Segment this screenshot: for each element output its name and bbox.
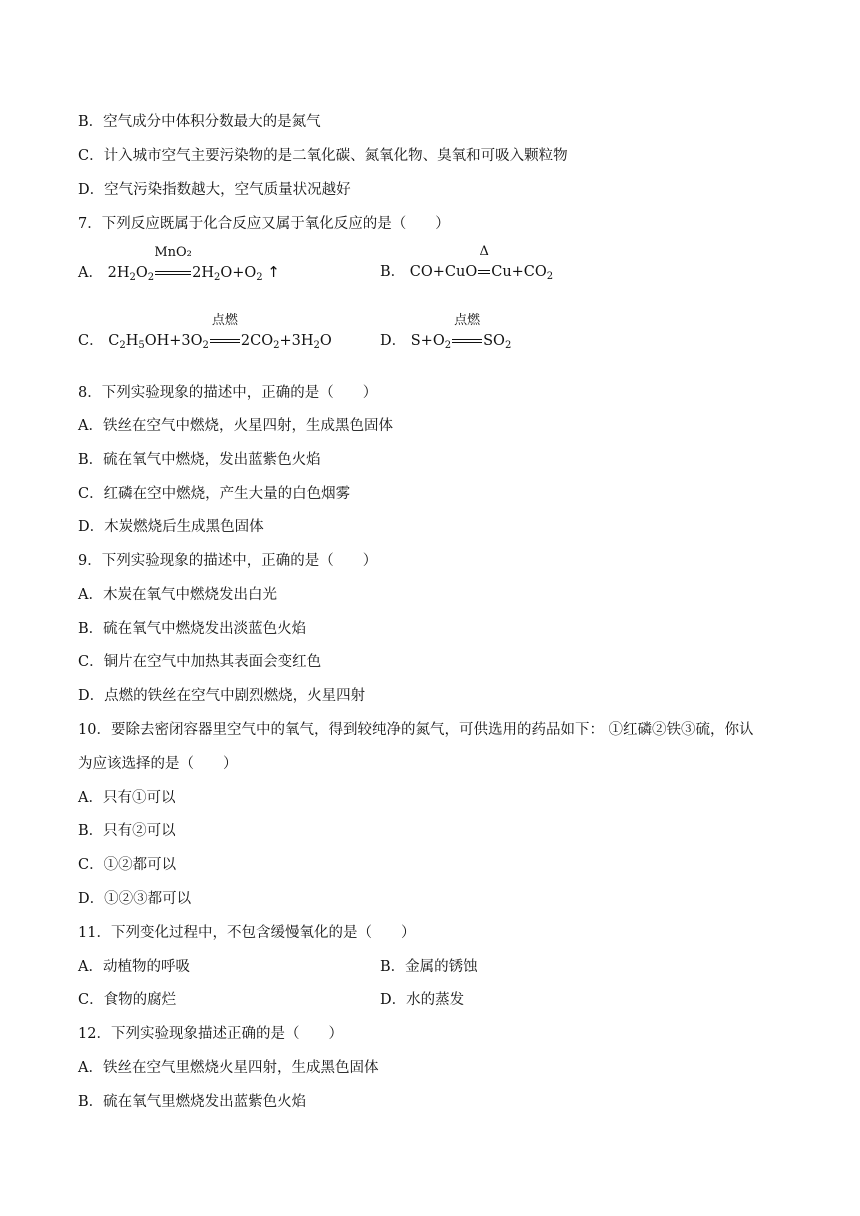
q6-option-b: B．空气成分中体积分数最大的是氮气: [78, 114, 321, 130]
q9-option-b: B．硫在氧气中燃烧发出淡蓝色火焰: [78, 621, 307, 637]
q6-option-c: C．计入城市空气主要污染物的是二氧化碳、氮氧化物、臭氧和可吸入颗粒物: [78, 148, 568, 164]
q11-option-b: B．金属的锈蚀: [380, 959, 478, 975]
q8-stem: 8．下列实验现象的描述中，正确的是（ ）: [78, 385, 378, 401]
q11-option-a: A．动植物的呼吸: [78, 959, 190, 975]
q11-option-c: C．食物的腐烂: [78, 992, 177, 1008]
q9-option-d: D．点燃的铁丝在空气中剧烈燃烧，火星四射: [78, 688, 366, 704]
option-label: C．: [78, 333, 104, 349]
q9-option-c: C．铜片在空气中加热其表面会变红色: [78, 654, 322, 670]
q7-option-d: D． $S+O_2$ 点燃 $SO_2$: [380, 313, 512, 351]
q10-option-b: B．只有②可以: [78, 823, 176, 839]
q6-option-d: D．空气污染指数越大，空气质量状况越好: [78, 182, 351, 198]
q10-option-c: C．①②都可以: [78, 857, 177, 873]
reaction-condition: [451, 313, 483, 351]
q7-option-b: B． CO+CuO Δ $Cu+CO_2$: [380, 244, 554, 282]
reaction-condition: [477, 244, 491, 282]
gas-arrow-icon: ↑: [267, 263, 280, 281]
reaction-condition: [209, 313, 241, 351]
q12-option-a: A．铁丝在空气里燃烧火星四射，生成黑色固体: [78, 1060, 379, 1076]
q8-option-d: D．木炭燃烧后生成黑色固体: [78, 519, 264, 535]
q7-option-a: A． $2H_2O_2$ MnO₂ $2H_2O+O_2$ ↑: [78, 245, 280, 283]
q10-stem-line-2: 为应该选择的是（ ）: [78, 756, 238, 772]
q12-option-b: B．硫在氧气里燃烧发出蓝紫色火焰: [78, 1094, 307, 1110]
ignite-label: 点燃: [454, 313, 481, 328]
q10-option-d: D．①②③都可以: [78, 891, 192, 907]
q7-option-c: C． $C_2H_5OH+3O_2$ 点燃 $2CO_2+3H_2O$: [78, 313, 332, 351]
q7-stem: 7．下列反应既属于化合反应又属于氧化反应的是（ ）: [78, 216, 450, 232]
option-label: B．: [380, 264, 406, 280]
q8-option-b: B．硫在氧气中燃烧，发出蓝紫色火焰: [78, 452, 321, 468]
q8-option-c: C．红磷在空中燃烧，产生大量的白色烟雾: [78, 486, 351, 502]
heat-label: Δ: [479, 244, 489, 259]
q10-stem-line-1: 10．要除去密闭容器里空气中的氧气，得到较纯净的氮气，可供选用的药品如下： ①红磷②铁③硫，你认: [78, 722, 754, 738]
q9-option-a: A．木炭在氧气中燃烧发出白光: [78, 587, 277, 603]
option-label: A．: [78, 265, 103, 281]
reaction-condition: [154, 245, 192, 283]
option-label: D．: [380, 333, 407, 349]
q8-option-a: A．铁丝在空气中燃烧，火星四射，生成黑色固体: [78, 418, 393, 434]
catalyst-label: MnO₂: [154, 245, 192, 260]
q11-stem: 11．下列变化过程中，不包含缓慢氧化的是（ ）: [78, 925, 416, 941]
q11-option-d: D．水的蒸发: [380, 992, 465, 1008]
q12-stem: 12．下列实验现象描述正确的是（ ）: [78, 1026, 343, 1042]
q10-option-a: A．只有①可以: [78, 790, 176, 806]
q9-stem: 9．下列实验现象的描述中，正确的是（ ）: [78, 553, 378, 569]
ignite-label: 点燃: [211, 313, 238, 328]
